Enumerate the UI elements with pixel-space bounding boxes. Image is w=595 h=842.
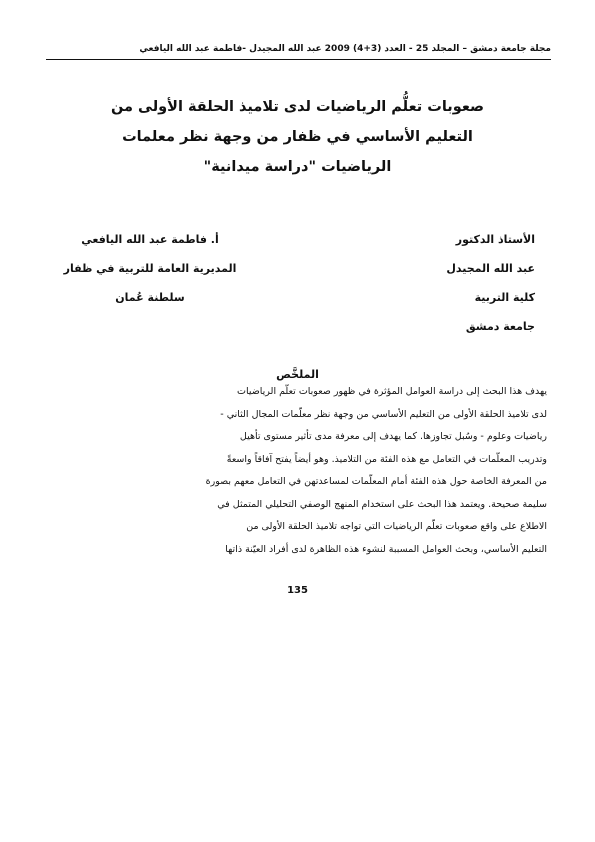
author-name: أ. فاطمة عبد الله اليافعي (81, 233, 219, 246)
running-header: مجلة جامعة دمشق – المجلد 25 - العدد (3+4) 2009 عبد الله المجيدل -فاطمة عبد الله اليافعي (139, 44, 551, 54)
author-name: عبد الله المجيدل (446, 262, 535, 275)
abstract-heading: الملخَّص (276, 368, 319, 381)
abstract-line: لدى تلاميذ الحلقة الأولى من التعليم الأساسي من وجهة نظر معلّمات المجال الثاني - (220, 408, 547, 420)
paper-title (60, 92, 535, 182)
author-faculty: كلية التربية (474, 291, 535, 304)
title-line: صعوبات تعلُّم الرياضيات لدى تلاميذ الحلقة الأولى من (110, 99, 485, 115)
title-line: الرياضيات "دراسة ميدانية" (203, 159, 392, 175)
author-block-secondary (0, 230, 300, 317)
author-block-primary (446, 230, 535, 346)
author-country: سلطنة عُمان (115, 291, 185, 304)
author-university: جامعة دمشق (465, 320, 535, 333)
abstract-body (47, 384, 547, 564)
abstract-line: التعليم الأساسي، وبحث العوامل المسببة لنشوء هذه الظاهرة لدى أفراد العيّنة ذاتها (225, 543, 547, 555)
abstract-line: سليمة صحيحة. ويعتمد هذا البحث على استخدام المنهج الوصفي التحليلي المتمثل في (217, 498, 547, 510)
author-affiliation: المديرية العامة للتربية في ظفار (63, 262, 237, 275)
header-rule (46, 59, 551, 60)
page-number: 135 (287, 585, 308, 596)
abstract-line: يهدف هذا البحث إلى دراسة العوامل المؤثرة في ظهور صعوبات تعلُّم الرياضيات (237, 386, 547, 397)
title-line: التعليم الأساسي في ظفار من وجهة نظر معلمات (122, 129, 473, 145)
author-title: الأستاذ الدكتور (455, 233, 535, 246)
abstract-line: الاطلاع على واقع صعوبات تعلّم الرياضيات التي تواجه تلاميذ الحلقة الأولى من (246, 521, 547, 532)
abstract-line: وتدريب المعلّمات في التعامل مع هذه الفئة من التلاميذ. وهو أيضاً يفتح آفاقاً واسعةً (226, 453, 547, 465)
abstract-line: رياضيات وعلوم - وسُبل تجاوزها. كما يهدف إلى معرفة مدى تأثير مستوى تأهيل (239, 431, 547, 442)
abstract-line: من المعرفة الخاصة حول هذه الفئة أمام المعلّمات لمساعدتهن في التعامل معهم بصورة (205, 476, 547, 487)
